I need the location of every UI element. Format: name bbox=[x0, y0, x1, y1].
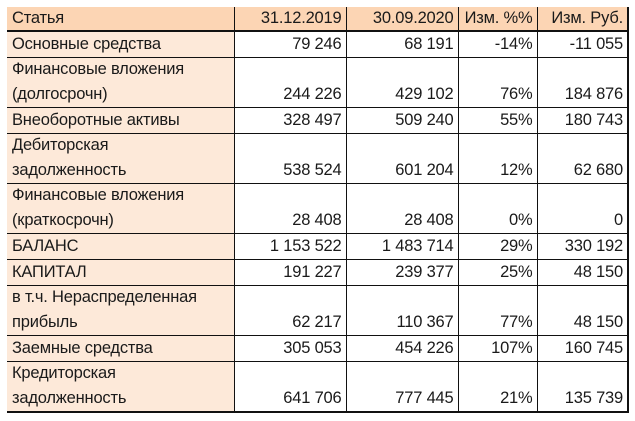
cell-2020[interactable]: 454 226 bbox=[346, 336, 458, 362]
cell-change-percent[interactable]: 21% bbox=[458, 362, 537, 413]
cell-2020[interactable]: 68 191 bbox=[346, 31, 458, 58]
cell-2019[interactable]: 62 217 bbox=[234, 286, 346, 336]
cell-change-rub[interactable]: 48 150 bbox=[537, 260, 628, 286]
table-row bbox=[7, 260, 628, 286]
cell-change-percent[interactable]: 12% bbox=[458, 134, 537, 184]
cell-2019[interactable]: 79 246 bbox=[234, 31, 346, 58]
row-label-line-2: задолженность bbox=[12, 161, 127, 179]
cell-2020[interactable]: 1 483 714 bbox=[346, 234, 458, 260]
cell-2020[interactable]: 239 377 bbox=[346, 260, 458, 286]
cell-2020[interactable]: 509 240 bbox=[346, 108, 458, 134]
table-row bbox=[7, 134, 628, 184]
row-label-text: Внеоборотные активы bbox=[12, 111, 180, 129]
cell-change-percent[interactable]: 25% bbox=[458, 260, 537, 286]
header-row bbox=[7, 7, 628, 31]
cell-2019[interactable]: 28 408 bbox=[234, 184, 346, 234]
header-change-rub[interactable]: Изм. Руб. bbox=[537, 7, 628, 31]
row-label-borrowed-funds[interactable] bbox=[7, 336, 234, 362]
row-label-fixed-assets[interactable] bbox=[7, 31, 234, 58]
cell-2019[interactable]: 305 053 bbox=[234, 336, 346, 362]
cell-change-rub[interactable]: 330 192 bbox=[537, 234, 628, 260]
table-row bbox=[7, 336, 628, 362]
cell-2020[interactable]: 777 445 bbox=[346, 362, 458, 413]
row-label-balance[interactable] bbox=[7, 234, 234, 260]
cell-2019[interactable]: 1 153 522 bbox=[234, 234, 346, 260]
cell-change-rub[interactable]: 160 745 bbox=[537, 336, 628, 362]
row-label-payables[interactable] bbox=[7, 362, 234, 413]
cell-2020[interactable]: 110 367 bbox=[346, 286, 458, 336]
header-item[interactable]: Статья bbox=[7, 7, 234, 31]
cell-change-percent[interactable]: 107% bbox=[458, 336, 537, 362]
cell-change-rub[interactable]: 48 150 bbox=[537, 286, 628, 336]
cell-change-percent[interactable]: 55% bbox=[458, 108, 537, 134]
row-label-non-current-assets[interactable] bbox=[7, 108, 234, 134]
row-label-long-term-investments[interactable] bbox=[7, 58, 234, 108]
cell-change-rub[interactable]: 62 680 bbox=[537, 134, 628, 184]
table-row bbox=[7, 234, 628, 260]
table-row bbox=[7, 286, 628, 336]
row-label-line-2: прибыль bbox=[12, 313, 78, 331]
cell-change-percent[interactable]: 0% bbox=[458, 184, 537, 234]
row-label-capital[interactable] bbox=[7, 260, 234, 286]
row-label-text: КАПИТАЛ bbox=[12, 263, 87, 281]
cell-2019[interactable]: 538 524 bbox=[234, 134, 346, 184]
cell-change-percent[interactable]: 77% bbox=[458, 286, 537, 336]
cell-change-percent[interactable]: -14% bbox=[458, 31, 537, 58]
cell-2020[interactable]: 429 102 bbox=[346, 58, 458, 108]
balance-sheet-table bbox=[7, 7, 629, 413]
row-label-text: Заемные средства bbox=[12, 339, 153, 357]
table-row bbox=[7, 362, 628, 413]
cell-2020[interactable]: 601 204 bbox=[346, 134, 458, 184]
row-label-line-1: в т.ч. Нераспределенная bbox=[12, 288, 197, 306]
row-label-text: БАЛАНС bbox=[12, 237, 79, 255]
row-label-text: Основные средства bbox=[12, 35, 161, 53]
cell-2019[interactable]: 641 706 bbox=[234, 362, 346, 413]
row-label-line-1: Кредиторская bbox=[12, 364, 116, 382]
row-label-line-1: Дебиторская bbox=[12, 136, 109, 154]
cell-2020[interactable]: 28 408 bbox=[346, 184, 458, 234]
row-label-line-1: Финансовые вложения bbox=[12, 186, 185, 204]
row-label-retained-earnings[interactable] bbox=[7, 286, 234, 336]
row-label-line-1: Финансовые вложения bbox=[12, 60, 185, 78]
cell-2019[interactable]: 191 227 bbox=[234, 260, 346, 286]
table-row bbox=[7, 108, 628, 134]
row-label-line-2: (краткосрочн) bbox=[12, 211, 114, 229]
cell-change-rub[interactable]: 0 bbox=[537, 184, 628, 234]
balance-sheet-table-container bbox=[7, 7, 628, 413]
header-date-2020[interactable]: 30.09.2020 bbox=[346, 7, 458, 31]
header-change-percent[interactable]: Изм. %% bbox=[458, 7, 537, 31]
header-date-2019[interactable]: 31.12.2019 bbox=[234, 7, 346, 31]
table-row bbox=[7, 184, 628, 234]
row-label-short-term-investments[interactable] bbox=[7, 184, 234, 234]
cell-2019[interactable]: 328 497 bbox=[234, 108, 346, 134]
cell-change-rub[interactable]: 180 743 bbox=[537, 108, 628, 134]
cell-change-rub[interactable]: 135 739 bbox=[537, 362, 628, 413]
table-row bbox=[7, 58, 628, 108]
cell-change-rub[interactable]: 184 876 bbox=[537, 58, 628, 108]
row-label-receivables[interactable] bbox=[7, 134, 234, 184]
row-label-line-2: задолженность bbox=[12, 389, 127, 407]
table-row bbox=[7, 31, 628, 58]
row-label-line-2: (долгосрочн) bbox=[12, 85, 108, 103]
cell-change-percent[interactable]: 29% bbox=[458, 234, 537, 260]
cell-change-percent[interactable]: 76% bbox=[458, 58, 537, 108]
cell-2019[interactable]: 244 226 bbox=[234, 58, 346, 108]
cell-change-rub[interactable]: -11 055 bbox=[537, 31, 628, 58]
